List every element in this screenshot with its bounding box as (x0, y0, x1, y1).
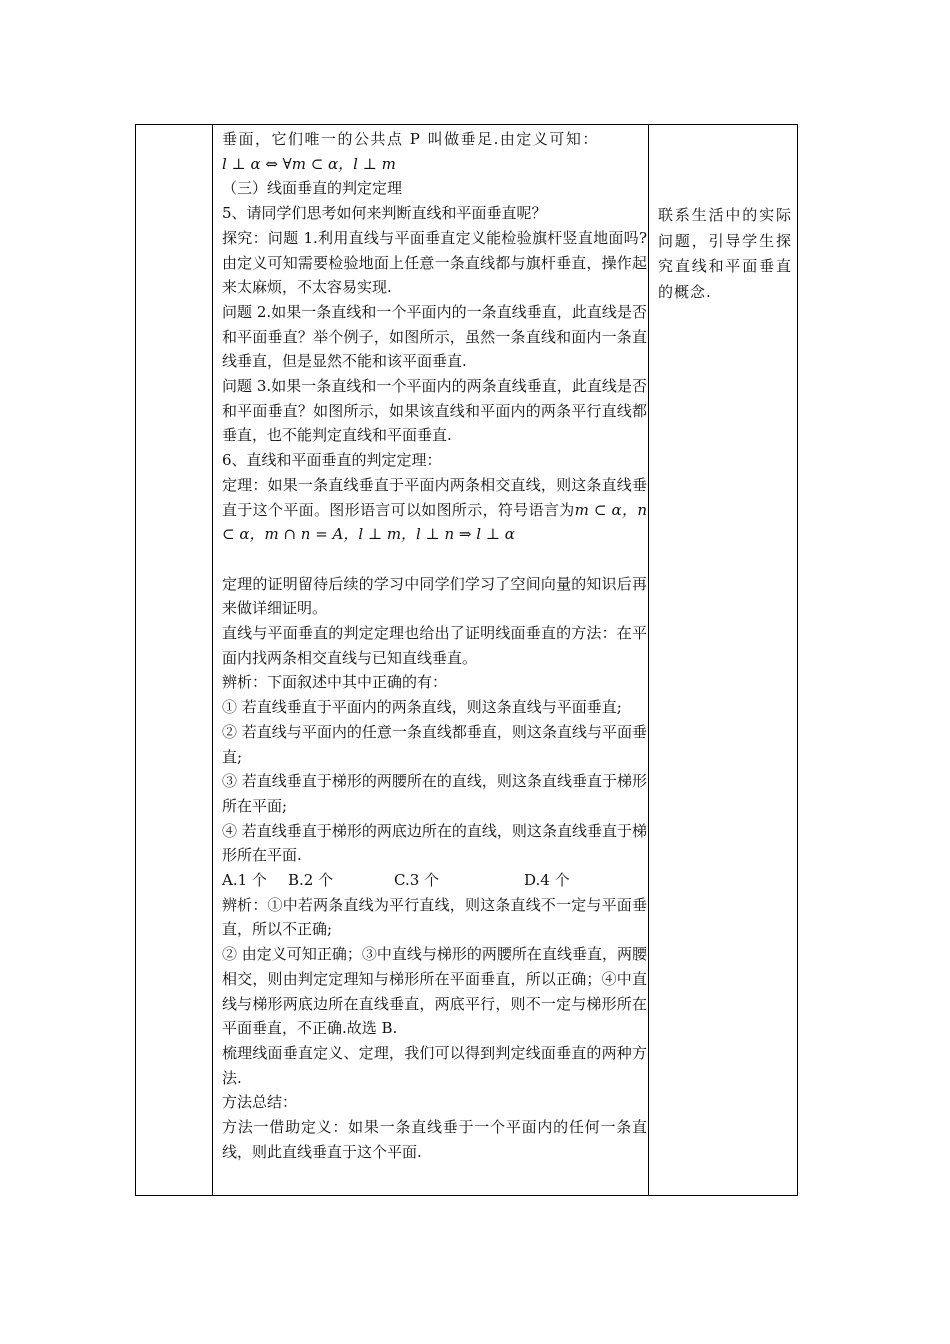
theorem-statement: 定理：如果一条直线垂直于平面内两条相交直线，则这条直线垂直于这个平面。图形语言可以如图所示，符号语言为 (222, 475, 647, 519)
explore-problem-1: 探究：问题 1.利用直线与平面垂直定义能检验旗杆竖直地面吗?由定义可知需要检验地面上任意一条直线都与旗杆垂直，操作起来太麻烦，不太容易实现. (222, 228, 647, 297)
theorem-heading: 6、直线和平面垂直的判定定理： (222, 451, 442, 470)
analysis-1: 辨析：①中若两条直线为平行直线，则这条直线不一定与平面垂直，所以不正确; (222, 895, 647, 939)
statement-4: ④ 若直线垂直于梯形的两底边所在的直线，则这条直线垂直于梯形所在平面. (222, 821, 647, 865)
summary-text: 梳理线面垂直定义、定理，我们可以得到判定线面垂直的两种方法. (222, 1044, 647, 1087)
method-note: 直线与平面垂直的判定定理也给出了证明线面垂直的方法：在平面内找两条相交直线与已知直线垂直。 (222, 624, 647, 667)
explore-problem-3: 问题 3.如果一条直线和一个平面内的两条直线垂直，此直线是否和平面垂直？如图所示，如果该直线和平面内的两条平行直线都垂直，也不能判定直线和平面垂直. (222, 377, 647, 445)
statement-3: ③ 若直线垂直于梯形的两腰所在的直线，则这条直线垂直于梯形所在平面; (222, 772, 647, 815)
column-divider (212, 125, 213, 1195)
analysis-2: ② 由定义可知正确；③中直线与梯形的两腰所在直线垂直，两腰相交，则由判定定理知与梯形所在平面垂直，所以正确；④中直线与梯形两底边所在直线垂直，两底平行，则不一定与梯形所在平面垂直，不正确.故选 B. (222, 945, 647, 1038)
theorem-formula: m ⊂ α，n ⊂ α，m ∩ n = A，l ⊥ m，l ⊥ n ⇒ l ⊥ α (222, 500, 647, 544)
section-heading: （三）线面垂直的判定定理 (222, 179, 403, 198)
theorem-text (222, 473, 647, 547)
answer-options (222, 868, 647, 893)
teaching-content-cell (222, 127, 647, 1165)
method-summary-heading: 方法总结： (222, 1093, 298, 1112)
option-a: A.1 个 (222, 871, 267, 890)
lesson-table (135, 124, 798, 1196)
design-intent-cell: 联系生活中的实际问题，引导学生探究直线和平面垂直的概念. (658, 206, 792, 301)
definition-text: 垂面，它们唯一的公共点 P 叫做垂足.由定义可知： (222, 130, 599, 148)
option-b: B.2 个 (288, 871, 334, 890)
column-divider (648, 125, 649, 1195)
question-prompt: 5、请同学们思考如何来判断直线和平面垂直呢？ (222, 204, 547, 223)
exercise-prompt: 辨析：下面叙述中其中正确的有： (222, 673, 448, 692)
option-c: C.3 个 (394, 871, 440, 890)
proof-note: 定理的证明留待后续的学习中同学们学习了空间向量的知识后再来做详细证明。 (222, 574, 647, 618)
explore-problem-2: 问题 2.如果一条直线和一个平面内的一条直线垂直，此直线是否和平面垂直？举个例子，如图所示，虽然一条直线和面内一条直线垂直，但是显然不能和该平面垂直. (222, 302, 647, 371)
method-one: 方法一借助定义：如果一条直线垂于一个平面内的任何一条直线，则此直线垂直于这个平面. (222, 1118, 647, 1161)
statement-1: ① 若直线垂直于平面内的两条直线，则这条直线与平面垂直; (222, 698, 622, 717)
statement-2: ② 若直线与平面内的任意一条直线都垂直，则这条直线与平面垂直; (222, 722, 647, 766)
definition-formula: l ⊥ α ⇔ ∀m ⊂ α，l ⊥ m (222, 154, 396, 173)
option-d: D.4 个 (524, 871, 570, 890)
